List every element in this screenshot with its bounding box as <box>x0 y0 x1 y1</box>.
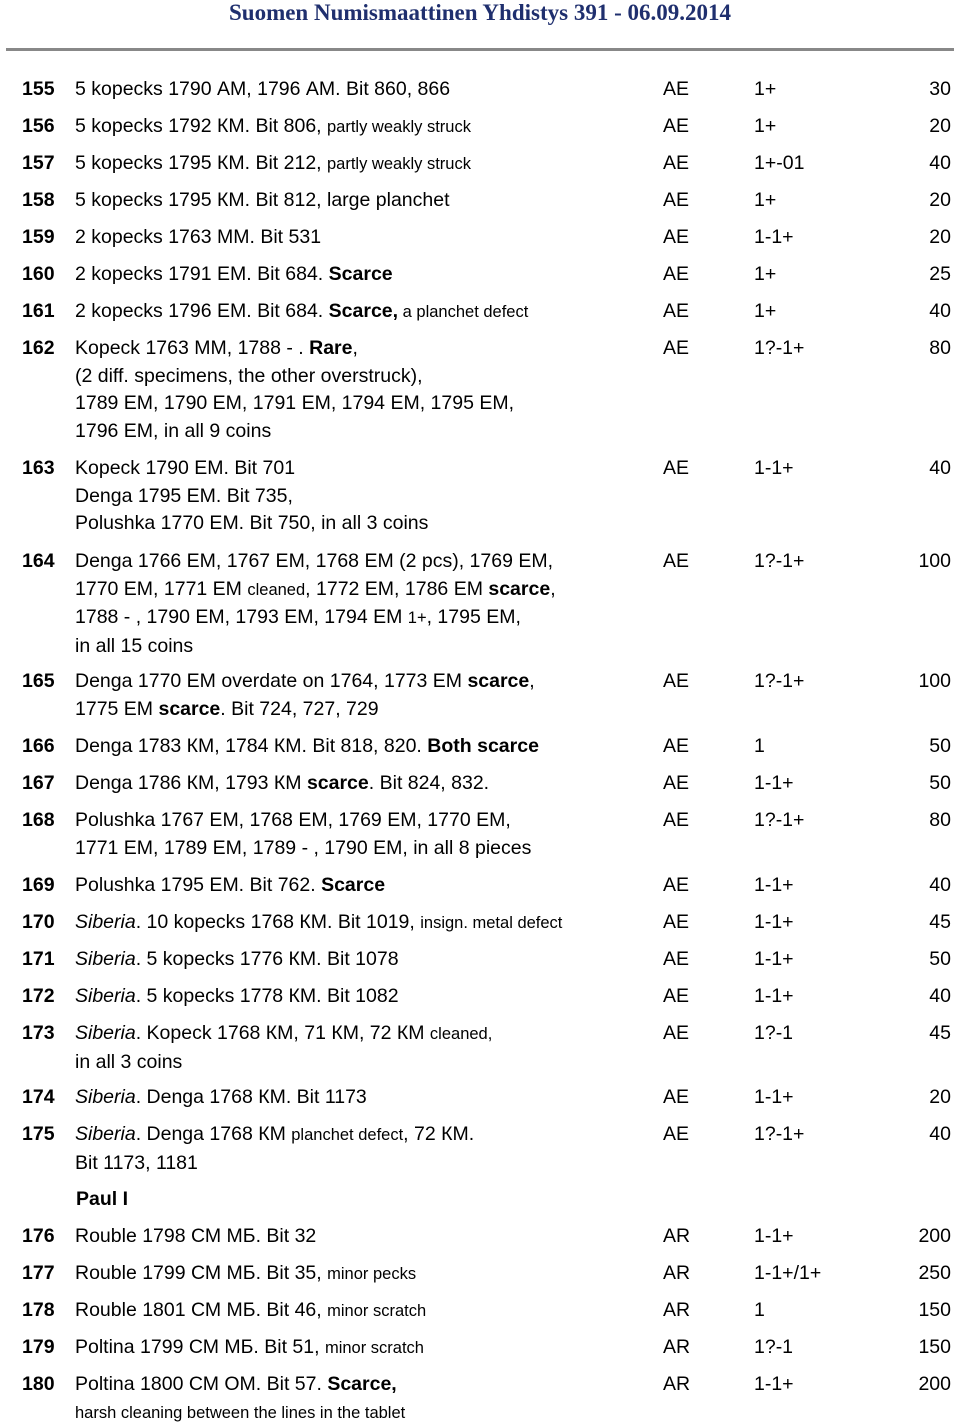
lot-metal: AR <box>663 1336 691 1358</box>
lot-grade: 1?-1+ <box>754 337 805 359</box>
description-text: scarce <box>467 670 530 692</box>
lot-description <box>75 770 655 798</box>
lot-description <box>75 298 655 327</box>
lot-grade: 1 <box>754 735 765 757</box>
lot-metal: AE <box>663 189 690 211</box>
description-line <box>75 835 655 863</box>
lot-grade: 1?-1+ <box>754 550 805 572</box>
lot-number: 157 <box>22 152 55 174</box>
description-text: . Kopeck 1768 КМ, 71 КМ, 72 КМ <box>135 1022 430 1044</box>
description-text: in all 15 coins <box>75 634 194 657</box>
description-text: Scarce <box>321 874 386 896</box>
description-text: 2 kopecks 1791 ЕМ. Bit 684. <box>75 263 329 285</box>
lot-grade: 1+ <box>754 78 777 100</box>
description-line <box>75 76 655 104</box>
lot-price: 20 <box>929 115 951 137</box>
description-text: Bit 1173, 1181 <box>75 1151 198 1174</box>
lot-metal: AE <box>663 457 690 479</box>
lot-number: 173 <box>22 1022 55 1044</box>
lot-metal: AR <box>663 1299 691 1321</box>
lot-grade: 1 <box>754 1299 765 1321</box>
description-text: 5 kopecks 1790 АМ, 1796 АМ. Bit 860, 866 <box>75 78 451 100</box>
lot-number: 159 <box>22 226 55 248</box>
description-line <box>75 1223 655 1251</box>
lot-description <box>75 455 655 538</box>
lot-price: 100 <box>918 550 951 572</box>
lot-grade: 1+ <box>754 189 777 211</box>
lot-description <box>75 668 655 723</box>
lot-price: 200 <box>918 1373 951 1395</box>
lot-metal: AR <box>663 1373 691 1395</box>
lot-price: 250 <box>918 1262 951 1284</box>
description-text: Rouble 1798 СМ МБ. Bit 32 <box>75 1225 317 1247</box>
description-line <box>75 770 655 798</box>
lot-metal: AE <box>663 152 690 174</box>
description-text: , 1795 ЕМ, <box>426 606 521 629</box>
description-text: . 5 kopecks 1778 КМ. Bit 1082 <box>135 985 399 1007</box>
lot-metal: AE <box>663 550 690 572</box>
lot-grade: 1+ <box>754 115 777 137</box>
lot-number: 174 <box>22 1086 55 1108</box>
lot-description <box>75 548 655 660</box>
description-text: Scarce, <box>327 1373 397 1395</box>
lot-description <box>75 113 655 142</box>
description-text: Denga 1766 ЕМ, 1767 ЕМ, 1768 ЕМ (2 pcs), 1769 ЕМ, <box>75 550 554 572</box>
lot-number: 175 <box>22 1123 55 1145</box>
description-text: . 5 kopecks 1776 КМ. Bit 1078 <box>135 948 399 970</box>
description-line <box>75 483 655 511</box>
description-line <box>75 668 655 696</box>
lot-description <box>75 187 655 215</box>
description-line <box>75 807 655 835</box>
lot-metal: AE <box>663 809 690 831</box>
lot-description <box>75 150 655 179</box>
description-text: Siberia <box>75 1123 136 1145</box>
lot-number: 168 <box>22 809 55 831</box>
lot-metal: AE <box>663 1123 690 1145</box>
lot-price: 40 <box>929 457 951 479</box>
description-text: Denga 1783 КМ, 1784 КМ. Bit 818, 820. <box>75 735 428 757</box>
description-line <box>75 1334 655 1363</box>
lot-price: 20 <box>929 1086 951 1108</box>
description-text: , 1772 ЕМ, 1786 ЕМ <box>305 577 489 600</box>
description-text: 1789 ЕМ, 1790 ЕМ, 1791 ЕМ, 1794 ЕМ, 1795 ЕМ, <box>75 392 514 415</box>
description-line <box>75 335 655 363</box>
description-text: 1+ <box>407 609 427 628</box>
lot-metal: AE <box>663 948 690 970</box>
description-line <box>75 150 655 179</box>
description-line <box>75 455 655 483</box>
lot-grade: 1?-1+ <box>754 670 805 692</box>
lot-number: 178 <box>22 1299 55 1321</box>
description-text: . Denga 1768 КМ. Bit 1173 <box>135 1086 367 1108</box>
lot-metal: AE <box>663 115 690 137</box>
description-text: , <box>352 337 358 359</box>
lot-grade: 1-1+ <box>754 457 794 479</box>
lot-metal: AE <box>663 337 690 359</box>
description-line <box>75 1121 655 1150</box>
description-text: Siberia <box>75 985 136 1007</box>
description-text: scarce <box>488 577 551 600</box>
lot-metal: AE <box>663 1086 690 1108</box>
lot-metal: AE <box>663 1022 690 1044</box>
lot-description <box>75 983 655 1011</box>
lot-price: 40 <box>929 1123 951 1145</box>
description-line <box>75 418 655 446</box>
description-line <box>75 1297 655 1326</box>
description-text: , <box>529 670 535 692</box>
lot-number: 158 <box>22 189 55 211</box>
lot-description <box>75 335 655 445</box>
description-text: 2 kopecks 1763 ММ. Bit 531 <box>75 226 322 248</box>
lot-price: 40 <box>929 874 951 896</box>
lot-number: 156 <box>22 115 55 137</box>
description-line <box>75 298 655 327</box>
lot-price: 150 <box>918 1336 951 1358</box>
lot-number: 163 <box>22 457 55 479</box>
lot-number: 176 <box>22 1225 55 1247</box>
description-text: Rare <box>309 337 353 359</box>
lot-number: 171 <box>22 948 55 970</box>
description-text: . Bit 824, 832. <box>368 772 490 794</box>
lot-description <box>75 1371 655 1427</box>
lot-description <box>75 807 655 862</box>
lot-grade: 1-1+/1+ <box>754 1262 822 1284</box>
lot-description <box>75 1260 655 1289</box>
description-text: Polushka 1795 ЕМ. Bit 762. <box>75 874 322 896</box>
lot-grade: 1+-01 <box>754 152 805 174</box>
description-text: insign. metal defect <box>420 914 563 932</box>
lot-metal: AE <box>663 985 690 1007</box>
description-line <box>75 983 655 1011</box>
lot-grade: 1?-1+ <box>754 809 805 831</box>
lot-grade: 1-1+ <box>754 948 794 970</box>
lot-description <box>75 1121 655 1177</box>
lot-price: 80 <box>929 337 951 359</box>
description-text: Kopeck 1763 ММ, 1788 - . <box>75 337 310 359</box>
lot-description <box>75 1334 655 1363</box>
lot-number: 172 <box>22 985 55 1007</box>
description-text: 5 kopecks 1792 КМ. Bit 806, <box>75 115 327 137</box>
lot-metal: AE <box>663 670 690 692</box>
description-text: Polushka 1767 ЕМ, 1768 ЕМ, 1769 ЕМ, 1770 ЕМ, <box>75 809 511 831</box>
description-text: , 72 КМ. <box>403 1123 475 1145</box>
lot-number: 161 <box>22 300 55 322</box>
description-line <box>75 1084 655 1112</box>
description-line <box>75 187 655 215</box>
lot-grade: 1+ <box>754 263 777 285</box>
lot-grade: 1-1+ <box>754 1373 794 1395</box>
description-text: harsh cleaning between the lines in the tablet <box>75 1403 406 1422</box>
description-text: Scarce <box>328 263 393 285</box>
description-line <box>75 390 655 418</box>
lot-metal: AE <box>663 772 690 794</box>
lot-grade: 1?-1 <box>754 1336 794 1358</box>
lot-description <box>75 261 655 289</box>
description-text: Rouble 1801 СМ МБ. Bit 46, <box>75 1299 328 1321</box>
description-text: 1788 - , 1790 ЕМ, 1793 ЕМ, 1794 ЕМ <box>75 606 408 629</box>
lot-grade: 1-1+ <box>754 226 794 248</box>
description-text: minor pecks <box>327 1265 417 1283</box>
lot-price: 20 <box>929 226 951 248</box>
lot-description <box>75 224 655 252</box>
lot-number: 165 <box>22 670 55 692</box>
lot-description <box>75 1297 655 1326</box>
lot-price: 40 <box>929 985 951 1007</box>
description-text: scarce <box>306 772 369 794</box>
lot-price: 200 <box>918 1225 951 1247</box>
lot-price: 50 <box>929 948 951 970</box>
description-text: Siberia <box>75 948 136 970</box>
description-text: Poltina 1799 СМ МБ. Bit 51, <box>75 1336 325 1358</box>
description-text: in all 3 coins <box>75 1050 183 1073</box>
lot-metal: AE <box>663 735 690 757</box>
page-header: Suomen Numismaattinen Yhdistys 391 - 06.09.2014 <box>228 0 731 25</box>
lot-price: 50 <box>929 735 951 757</box>
lot-metal: AR <box>663 1225 691 1247</box>
lot-price: 50 <box>929 772 951 794</box>
lot-description <box>75 872 655 900</box>
description-line <box>75 576 655 605</box>
description-text: Siberia <box>75 911 136 933</box>
lot-price: 40 <box>929 300 951 322</box>
lot-price: 80 <box>929 809 951 831</box>
lot-price: 30 <box>929 78 951 100</box>
lot-price: 100 <box>918 670 951 692</box>
description-line <box>75 872 655 900</box>
description-text: Siberia <box>75 1022 136 1044</box>
lot-metal: AE <box>663 300 690 322</box>
description-text: 5 kopecks 1795 КМ. Bit 812, large planchet <box>75 189 450 211</box>
description-line <box>75 1049 655 1077</box>
lot-number: 170 <box>22 911 55 933</box>
lot-description <box>75 76 655 104</box>
description-text: . Denga 1768 КМ <box>135 1123 292 1145</box>
lot-grade: 1-1+ <box>754 1225 794 1247</box>
description-text: scarce <box>158 697 221 720</box>
description-text: , <box>550 577 556 600</box>
description-text: 2 kopecks 1796 ЕМ. Bit 684. <box>75 300 329 322</box>
lot-grade: 1-1+ <box>754 911 794 933</box>
lot-metal: AE <box>663 78 690 100</box>
lot-description <box>75 1084 655 1112</box>
lot-description <box>75 733 655 761</box>
description-text: Both scarce <box>427 735 539 757</box>
description-line <box>75 946 655 974</box>
lot-grade: 1+ <box>754 300 777 322</box>
lot-number: 166 <box>22 735 55 757</box>
lot-price: 20 <box>929 189 951 211</box>
description-line <box>75 696 655 724</box>
description-text: 5 kopecks 1795 КМ. Bit 212, <box>75 152 327 174</box>
description-text: Poltina 1800 СМ ОМ. Bit 57. <box>75 1373 328 1395</box>
lot-price: 150 <box>918 1299 951 1321</box>
description-line <box>75 1150 655 1178</box>
lot-grade: 1?-1+ <box>754 1123 805 1145</box>
header-divider <box>6 48 954 51</box>
description-text: Siberia <box>75 1086 136 1108</box>
lot-number: 167 <box>22 772 55 794</box>
lot-metal: AE <box>663 874 690 896</box>
description-text: minor scratch <box>327 1302 427 1320</box>
lot-number: 160 <box>22 263 55 285</box>
lot-number: 180 <box>22 1373 55 1395</box>
description-text: Denga 1770 ЕМ overdate on 1764, 1773 ЕМ <box>75 670 468 692</box>
description-text: partly weakly struck <box>327 118 471 136</box>
description-text: Scarce, <box>328 300 399 322</box>
description-text: 1775 ЕМ <box>75 697 159 720</box>
description-line <box>75 510 655 538</box>
description-text: 1770 ЕМ, 1771 ЕМ <box>75 577 248 600</box>
lot-description <box>75 909 655 938</box>
lot-description <box>75 1020 655 1076</box>
lot-number: 155 <box>22 78 55 100</box>
description-text: cleaned, <box>429 1025 493 1043</box>
lot-grade: 1-1+ <box>754 772 794 794</box>
description-line <box>75 909 655 938</box>
description-line <box>75 1371 655 1399</box>
lot-grade: 1?-1 <box>754 1022 794 1044</box>
description-text: . 10 kopecks 1768 КМ. Bit 1019, <box>135 911 421 933</box>
description-line <box>75 261 655 289</box>
lot-metal: AR <box>663 1262 691 1284</box>
description-line <box>75 604 655 633</box>
lot-number: 177 <box>22 1262 55 1284</box>
description-text: planchet defect <box>291 1126 404 1144</box>
lot-price: 40 <box>929 152 951 174</box>
description-line <box>75 224 655 252</box>
description-text: Polushka 1770 ЕМ. Bit 750, in all 3 coins <box>75 512 429 535</box>
description-line <box>75 733 655 761</box>
description-text: Kopeck 1790 ЕМ. Bit 701 <box>75 457 296 479</box>
section-heading: Paul I <box>76 1188 129 1210</box>
description-text: Denga 1795 ЕМ. Bit 735, <box>75 484 293 507</box>
lot-number: 169 <box>22 874 55 896</box>
lot-price: 25 <box>929 263 951 285</box>
description-line <box>75 1020 655 1049</box>
lot-grade: 1-1+ <box>754 1086 794 1108</box>
description-text: . Bit 724, 727, 729 <box>220 697 379 720</box>
lot-description <box>75 1223 655 1251</box>
lot-metal: AE <box>663 226 690 248</box>
description-text: Denga 1786 КМ, 1793 КМ <box>75 772 307 794</box>
lot-description <box>75 946 655 974</box>
description-text: (2 diff. specimens, the other overstruck), <box>75 364 423 387</box>
description-text: partly weakly struck <box>327 155 471 173</box>
lot-price: 45 <box>929 1022 951 1044</box>
lot-price: 45 <box>929 911 951 933</box>
description-line <box>75 548 655 576</box>
description-text: a planchet defect <box>398 303 529 321</box>
lot-grade: 1-1+ <box>754 874 794 896</box>
lot-metal: AE <box>663 263 690 285</box>
lot-metal: AE <box>663 911 690 933</box>
description-line <box>75 363 655 391</box>
description-text: Rouble 1799 СМ МБ. Bit 35, <box>75 1262 328 1284</box>
description-line <box>75 1399 655 1427</box>
description-line <box>75 1260 655 1289</box>
lot-grade: 1-1+ <box>754 985 794 1007</box>
description-line <box>75 113 655 142</box>
description-text: 1796 ЕМ, in all 9 coins <box>75 419 272 442</box>
lot-number: 164 <box>22 550 55 572</box>
description-line <box>75 633 655 661</box>
lot-number: 162 <box>22 337 55 359</box>
description-text: cleaned <box>247 580 306 599</box>
lot-number: 179 <box>22 1336 55 1358</box>
description-text: 1771 ЕМ, 1789 ЕМ, 1789 - , 1790 ЕМ, in all 8 pieces <box>75 836 532 859</box>
description-text: minor scratch <box>324 1339 424 1357</box>
